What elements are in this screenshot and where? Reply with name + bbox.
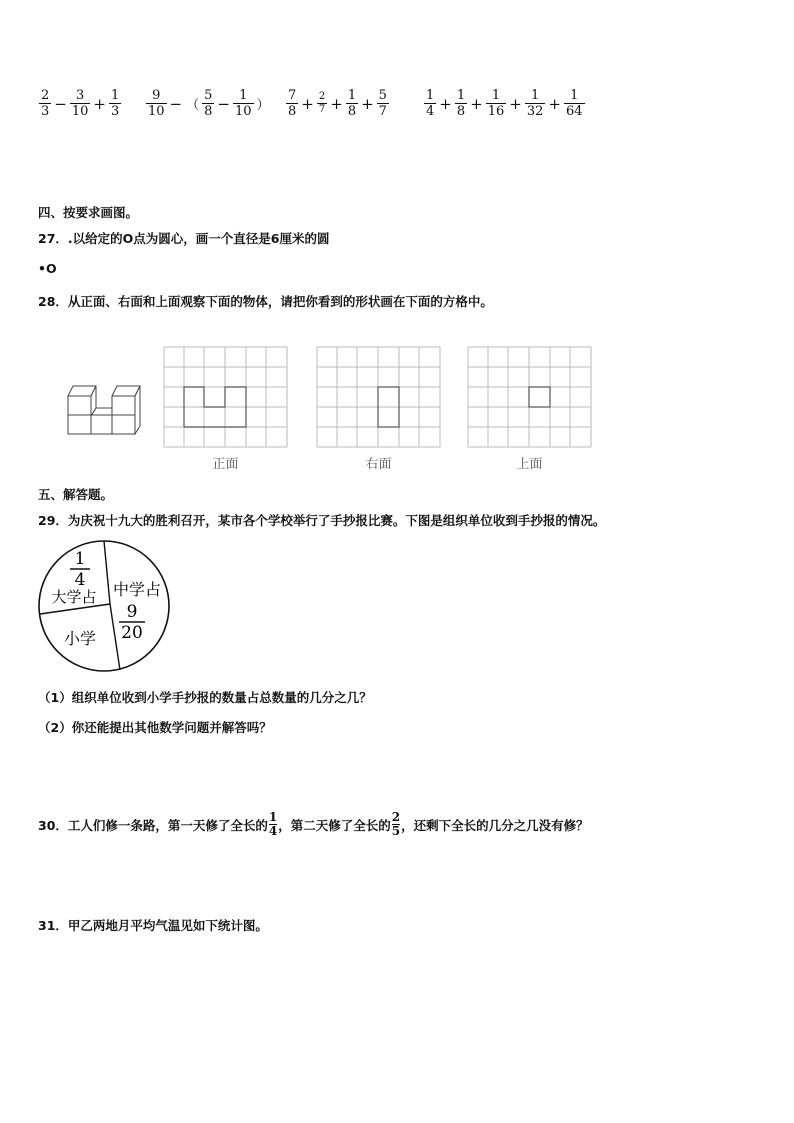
question-27: 27．.以给定的O点为圆心，画一个直径是6厘米的圆	[38, 231, 330, 246]
pie-univ-label: 大学占	[51, 588, 97, 606]
question-31: 31．甲乙两地月平均气温见如下统计图。	[38, 918, 268, 933]
section-4-heading: 四、按要求画图。	[38, 205, 139, 220]
grid-label-front: 正面	[212, 457, 239, 472]
pie-univ-numerator: 1	[74, 549, 86, 569]
pie-primary-label: 小学	[63, 629, 97, 648]
question-29-part-1: （1）组织单位收到小学手抄报的数量占总数量的几分之几？	[38, 690, 372, 705]
question-30-text-a: 30．工人们修一条路，第一天修了全长的	[38, 817, 268, 833]
pie-middle-numerator: 9	[126, 602, 138, 622]
fraction-one-quarter: $\frac{1}{4}$	[268, 810, 278, 838]
question-28: 28．从正面、右面和上面观察下面的物体，请把你看到的形状画在下面的方格中。	[38, 294, 493, 309]
expression-1: $\frac{2}{3}$ − $\frac{3}{10}$ + $\frac{1}{3}$	[41, 88, 120, 119]
fraction-two-fifths: $\frac{2}{5}$	[391, 810, 401, 838]
expression-4: $\frac{1}{4}$ + $\frac{1}{8}$ + $\frac{1}{16}$ + $\frac{1}{32}$ + $\frac{1}{64}$	[426, 88, 583, 119]
pie-middle-label: 中学占	[112, 580, 162, 599]
question-30-text-c: ，还剩下全长的几分之几没有修？	[401, 817, 589, 833]
question-30	[38, 811, 589, 838]
expression-2: $\frac{9}{10}$ − （ $\frac{5}{8}$ − $\frac{1}{10}$ ）	[148, 88, 270, 119]
question-29: 29．为庆祝十九大的胜利召开，某市各个学校举行了手抄报比赛。下图是组织单位收到手抄报的情况。	[38, 513, 606, 528]
question-29-part-2: （2）你还能提出其他数学问题并解答吗？	[38, 720, 272, 735]
question-30-text-b: ，第二天修了全长的	[278, 817, 391, 833]
expression-3: $\frac{7}{8}$ + $\frac{2}{7}$ + $\frac{1}{8}$ + $\frac{5}{7}$	[288, 88, 387, 119]
grid-label-top: 上面	[516, 457, 543, 472]
pie-chart	[36, 538, 172, 674]
grid-top-view[interactable]	[467, 346, 592, 448]
pie-middle-denominator: 20	[121, 623, 143, 643]
section-5-heading: 五、解答题。	[38, 487, 114, 502]
center-point-o: •O	[38, 261, 57, 276]
pie-univ-denominator: 4	[74, 570, 86, 590]
cube-stack-figure	[64, 382, 144, 436]
grid-front-view[interactable]	[163, 346, 288, 448]
fraction: $\frac{2}{3}$	[41, 88, 50, 119]
grid-right-view[interactable]	[316, 346, 441, 448]
grid-label-right: 右面	[365, 457, 392, 472]
